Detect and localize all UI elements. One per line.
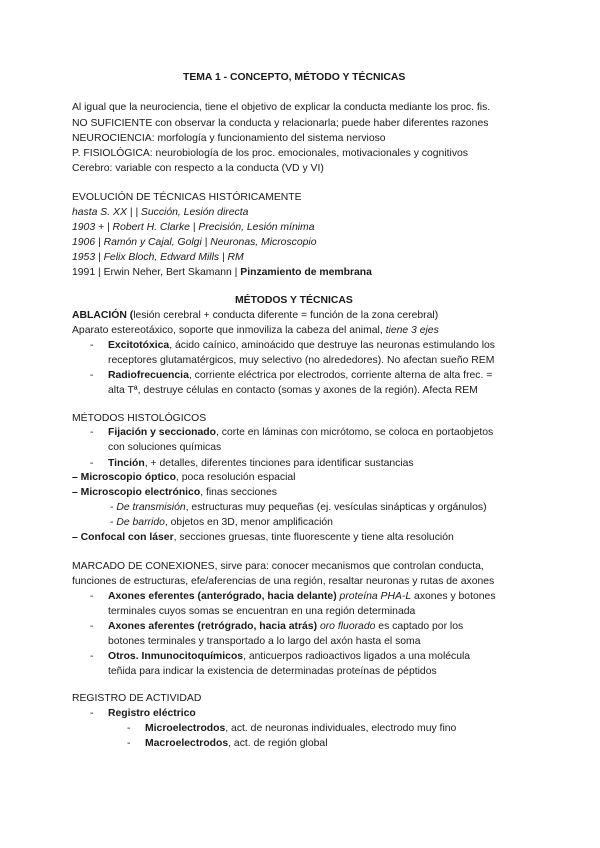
bullet-dash: - <box>90 708 94 719</box>
microscopio-optico-line: – Microscopio óptico, poca resolución espacial <box>72 472 296 483</box>
bullet-dash: - <box>127 723 131 734</box>
tincion-line: Tinción, + detalles, diferentes tinciones para identificar sustancias <box>108 458 414 469</box>
registro-electrico-label: Registro eléctrico <box>108 708 196 719</box>
section-title-metodos: MÉTODOS Y TÉCNICAS <box>235 295 353 306</box>
otros-line-2: teñida para indicar la existencia de determinadas proteínas de péptidos <box>108 666 437 677</box>
aferentes-line-1: Axones aferentes (retrógrado, hacia atrás) oro fluorado es captado por los <box>108 621 464 632</box>
microscopio-electronico-line: – Microscopio electrónico, finas secciones <box>72 487 278 498</box>
evolucion-line-4: 1953 | Felix Bloch, Edward Mills | RM <box>72 252 244 263</box>
eferentes-line-1: Axones eferentes (anterógrado, hacia delante) proteína PHA-L axones y botones <box>108 591 496 602</box>
fijacion-line-2: con soluciones químicas <box>108 442 222 453</box>
section-heading-histologicos: MÉTODOS HISTOLÓGICOS <box>72 413 207 424</box>
bullet-dash: - <box>90 651 94 662</box>
intro-line-1: Al igual que la neurociencia, tiene el objetivo de explicar la conducta mediante los proc. fis. <box>72 102 491 113</box>
otros-line-1: Otros. Inmunocitoquímicos, anticuerpos radioactivos ligados a una molécula <box>108 651 471 662</box>
intro-line-3: NEUROCIENCIA: morfología y funcionamiento del sistema nervioso <box>72 133 386 144</box>
intro-line-5: Cerebro: variable con respecto a la conducta (VD y VI) <box>72 163 324 174</box>
evolucion-line-5: 1991 | Erwin Neher, Bert Skamann | Pinzamiento de membrana <box>72 267 372 278</box>
bullet-dash: - <box>90 591 94 602</box>
ablacion-line: ABLACIÓN (lesión cerebral + conducta diferente = función de la zona cerebral) <box>72 310 439 321</box>
intro-line-2: NO SUFICIENTE con observar la conducta y relacionarla; puede haber diferentes razones <box>72 118 489 129</box>
section-heading-evolucion: EVOLUCIÓN DE TÉCNICAS HISTÓRICAMENTE <box>72 192 302 203</box>
page-title: TEMA 1 - CONCEPTO, MÉTODO Y TÉCNICAS <box>183 72 406 83</box>
confocal-line: – Confocal con láser, secciones gruesas, tinte fluorescente y tiene alta resolución <box>72 532 454 543</box>
barrido-line: - De barrido, objetos en 3D, menor amplificación <box>110 517 333 528</box>
macroelectrodos-line: Macroelectrodos, act. de región global <box>145 738 328 749</box>
evolucion-line-3: 1906 | Ramón y Cajal, Golgi | Neuronas, Microscopio <box>72 237 317 248</box>
microelectrodos-line: Microelectrodos, act. de neuronas individuales, electrodo muy fino <box>145 723 457 734</box>
bullet-dash: - <box>90 427 94 438</box>
marcado-line-2: funciones de estructuras, efe/aferencias de una región, resaltar neuronas y rutas de axones <box>72 576 495 587</box>
bullet-dash: - <box>90 370 94 381</box>
aferentes-line-2: botones terminales y transportado a lo largo del axón hasta el soma <box>108 636 421 647</box>
bullet-dash: - <box>90 340 94 351</box>
evolucion-line-1: hasta S. XX | | Succión, Lesión directa <box>72 207 249 218</box>
excitotoxica-line-1: Excitotóxica, ácido caínico, aminoácido que destruye las neuronas estimulando los <box>108 340 495 351</box>
eferentes-line-2: terminales cuyos somas se encuentran en una región determinada <box>108 606 416 617</box>
radiofrecuencia-line-2: alta Tª, destruye células en contacto (somas y axones de la región). Afecta REM <box>108 385 478 396</box>
evolucion-line-2: 1903 + | Robert H. Clarke | Precisión, Lesión mínima <box>72 222 315 233</box>
excitotoxica-line-2: receptores glutamatérgicos, muy selectivo (no alrededores). No afectan sueño REM <box>108 355 495 366</box>
intro-line-4: P. FISIOLÓGICA: neurobiología de los proc. emocionales, motivacionales y cognitivos <box>72 148 469 159</box>
bullet-dash: - <box>90 621 94 632</box>
section-heading-registro: REGISTRO DE ACTIVIDAD <box>72 693 202 704</box>
radiofrecuencia-line-1: Radiofrecuencia, corriente eléctrica por electrodos, corriente alterna de alta frec. = <box>108 370 493 381</box>
aparato-line: Aparato estereotáxico, soporte que inmoviliza la cabeza del animal, tiene 3 ejes <box>72 325 439 336</box>
marcado-line-1: MARCADO DE CONEXIONES, sirve para: conocer mecanismos que controlan conducta, <box>72 561 484 572</box>
bullet-dash: - <box>90 458 94 469</box>
fijacion-line-1: Fijación y seccionado, corte en láminas con micrótomo, se coloca en portaobjetos <box>108 427 494 438</box>
transmision-line: - De transmisión, estructuras muy pequeñas (ej. vesículas sinápticas y orgánulos) <box>110 502 487 513</box>
bullet-dash: - <box>127 738 131 749</box>
